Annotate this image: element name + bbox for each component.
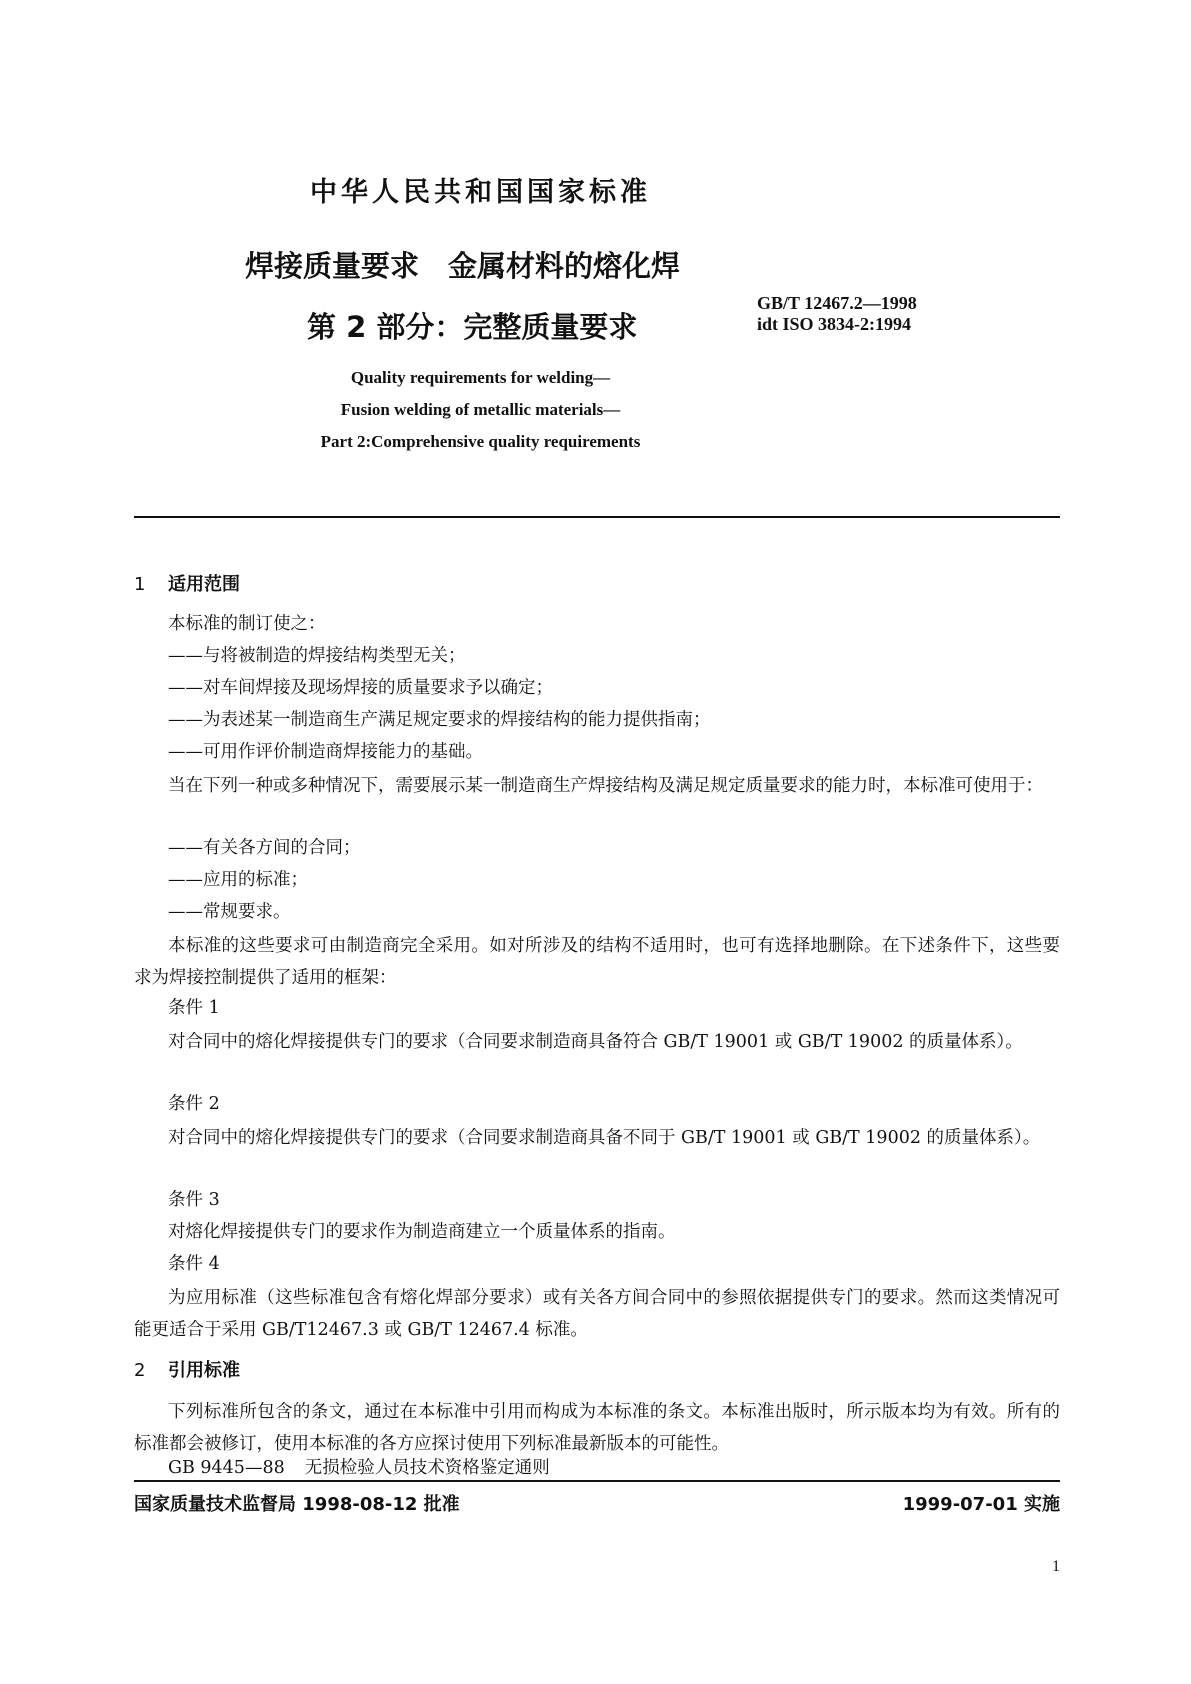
section-2-heading — [134, 1356, 240, 1382]
standard-code-block — [757, 293, 917, 335]
section-2-number: 2 — [134, 1360, 146, 1381]
bullet-b-1: ——有关各方间的合同； — [168, 838, 361, 858]
adopt-paragraph: 本标准的这些要求可由制造商完全采用。如对所涉及的结构不适用时，也可有选择地删除。在下述条件下，这些要求为焊接控制提供了适用的框架： — [134, 936, 1060, 988]
usage-paragraph: 当在下列一种或多种情况下，需要展示某一制造商生产焊接结构及满足规定质量要求的能力时，本标准可使用于： — [168, 776, 1043, 796]
bullet-a-4: ——可用作评价制造商焊接能力的基础。 — [168, 742, 483, 762]
condition-1-text: 对合同中的熔化焊接提供专门的要求（合同要求制造商具备符合 GB/T 19001 或 GB/T 19002 的质量体系）。 — [168, 1032, 1023, 1052]
section-1-intro: 本标准的制订使之： — [168, 614, 326, 634]
standard-code: GB/T 12467.2—1998 — [757, 293, 917, 313]
reference-code: GB 9445—88 — [168, 1458, 285, 1478]
footer-divider — [134, 1480, 1060, 1482]
title-cn-line2: 第 2 部分：完整质量要求 — [307, 310, 638, 344]
section-1-number: 1 — [134, 574, 146, 595]
condition-2-label: 条件 2 — [168, 1094, 220, 1114]
section-1-heading — [134, 570, 240, 596]
reference-item — [168, 1454, 550, 1479]
condition-3-text: 对熔化焊接提供专门的要求作为制造商建立一个质量体系的指南。 — [168, 1222, 676, 1242]
national-standard-title: 中华人民共和国国家标准 — [310, 177, 651, 208]
normative-references-paragraph: 下列标准所包含的条文，通过在本标准中引用而构成为本标准的条文。本标准出版时，所示版本均为有效。所有的标准都会被修订，使用本标准的各方应探讨使用下列标准最新版本的可能性。 — [134, 1402, 1060, 1454]
page-number: 1 — [1052, 1558, 1060, 1575]
condition-4-label: 条件 4 — [168, 1254, 220, 1274]
implementation-date: 1999-07-01 实施 — [902, 1494, 1060, 1515]
condition-2-text: 对合同中的熔化焊接提供专门的要求（合同要求制造商具备不同于 GB/T 19001 或 GB/T 19002 的质量体系）。 — [168, 1128, 1041, 1148]
header-divider — [134, 516, 1060, 518]
bullet-a-1: ——与将被制造的焊接结构类型无关； — [168, 646, 466, 666]
bullet-a-2: ——对车间焊接及现场焊接的质量要求予以确定； — [168, 678, 553, 698]
bullet-b-2: ——应用的标准； — [168, 870, 308, 890]
idt-reference: idt ISO 3834-2:1994 — [757, 314, 912, 334]
title-en-line1: Quality requirements for welding— — [350, 368, 611, 387]
bullet-a-3: ——为表述某一制造商生产满足规定要求的焊接结构的能力提供指南； — [168, 710, 711, 730]
section-1-title: 适用范围 — [168, 574, 240, 595]
title-en-line2: Fusion welding of metallic materials— — [340, 400, 621, 419]
title-en-line3: Part 2:Comprehensive quality requirements — [320, 432, 641, 451]
condition-4-text: 为应用标准（这些标准包含有熔化焊部分要求）或有关各方间合同中的参照依据提供专门的要求。然而这类情况可能更适合于采用 GB/T12467.3 或 GB/T 12467.4 标准。 — [134, 1288, 1060, 1340]
condition-1-label: 条件 1 — [168, 998, 220, 1018]
reference-title: 无损检验人员技术资格鉴定通则 — [304, 1458, 550, 1478]
title-cn-line1: 焊接质量要求 金属材料的熔化焊 — [245, 249, 681, 283]
condition-3-label: 条件 3 — [168, 1190, 220, 1210]
bullet-b-3: ——常规要求。 — [168, 902, 291, 922]
approval-line: 国家质量技术监督局 1998-08-12 批准 — [134, 1494, 460, 1515]
section-2-title: 引用标准 — [168, 1360, 240, 1381]
